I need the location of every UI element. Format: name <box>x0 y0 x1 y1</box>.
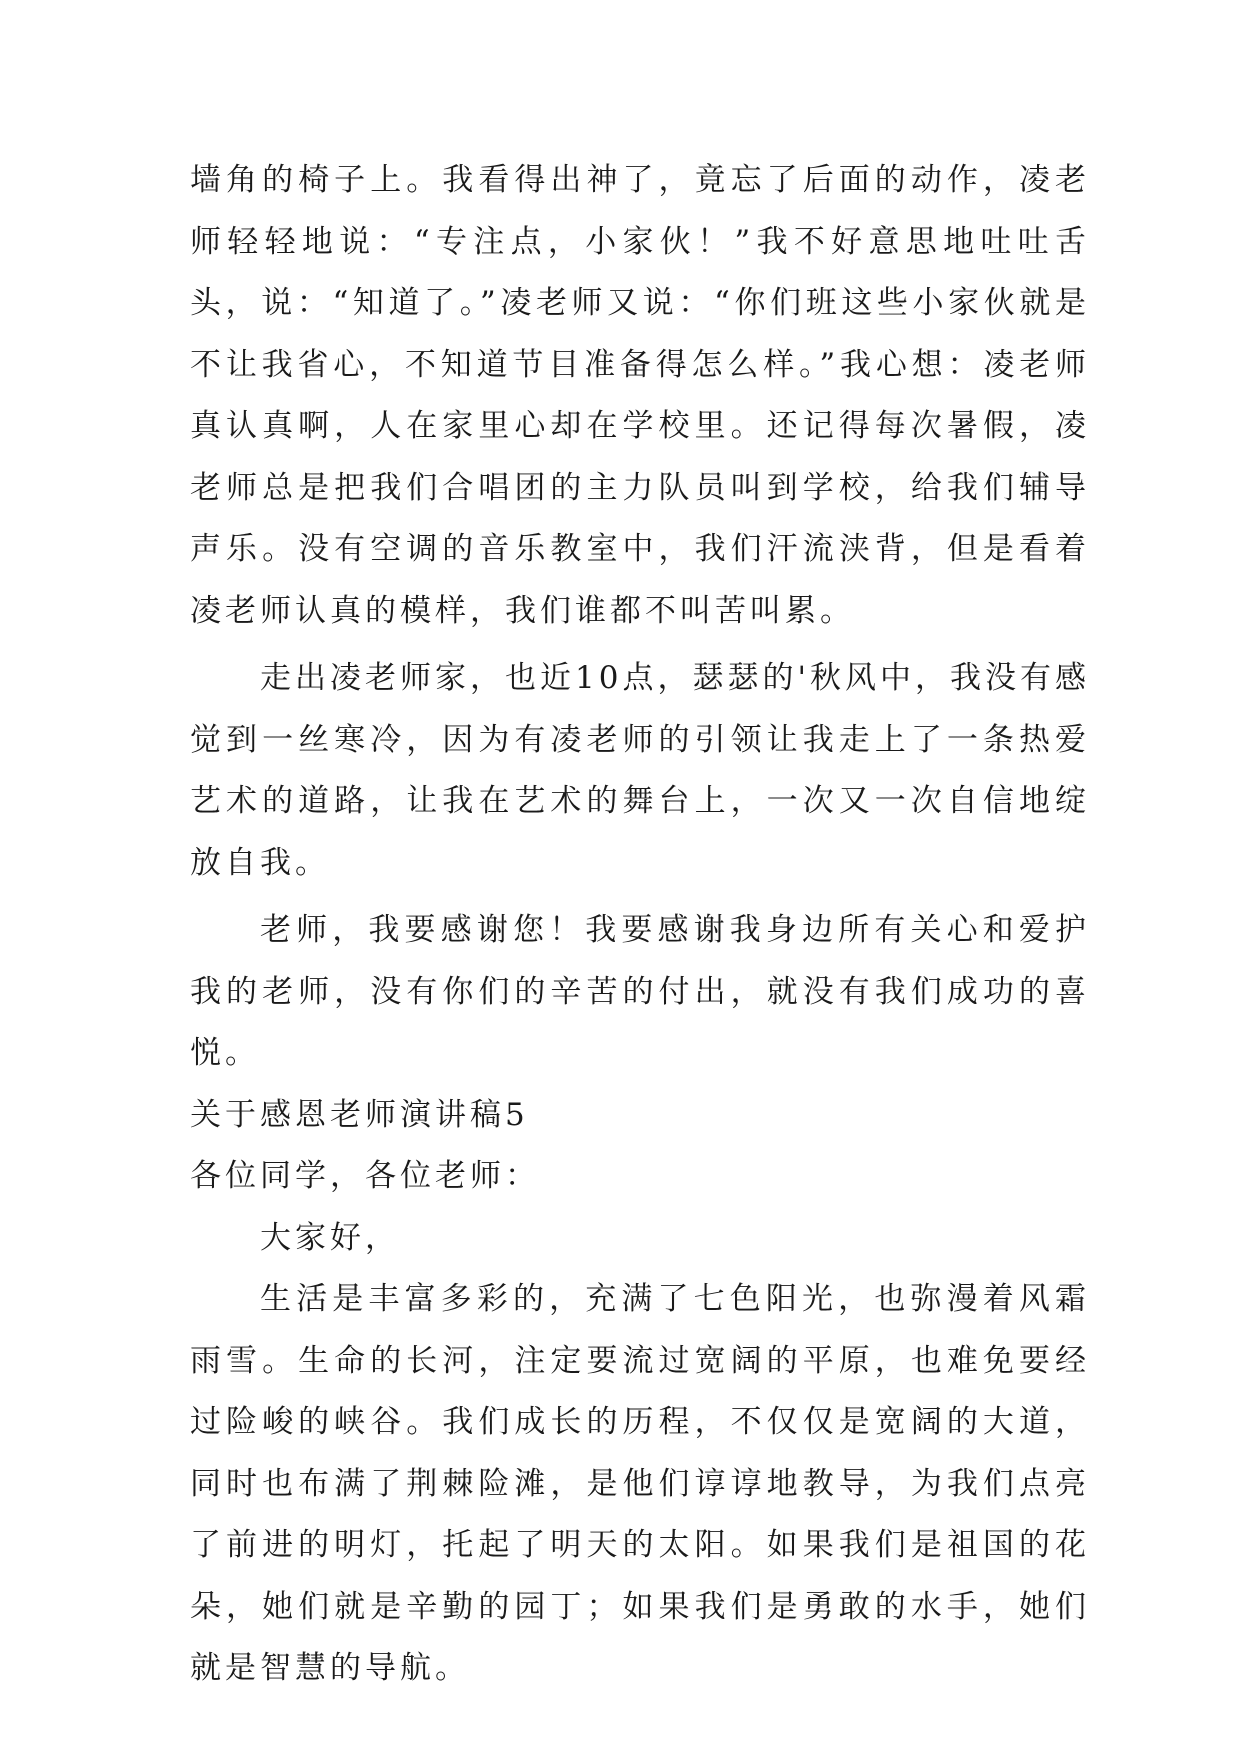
paragraph-continued: 墙角的椅子上。我看得出神了，竟忘了后面的动作，凌老师轻轻地说：“专注点，小家伙！”我不好意思地吐吐舌头，说：“知道了。”凌老师又说：“你们班这些小家伙就是不让我省心，不知道节目准备得怎么样。”我心想：凌老师真认真啊，人在家里心却在学校里。还记得每次暑假，凌老师总是把我们合唱团的主力队员叫到学校，给我们辅导声乐。没有空调的音乐教室中，我们汗流浃背，但是看着凌老师认真的模样，我们谁都不叫苦叫累。 <box>190 162 1090 629</box>
paragraph-leaving-teacher-home: 走出凌老师家，也近10点，瑟瑟的'秋风中，我没有感觉到一丝寒冷，因为有凌老师的引领让我走上了一条热爱艺术的道路，让我在艺术的舞台上，一次又一次自信地绽放自我。 <box>190 660 1090 881</box>
paragraph-life-metaphor: 生活是丰富多彩的，充满了七色阳光，也弥漫着风霜雨雪。生命的长河，注定要流过宽阔的平原，也难免要经过险峻的峡谷。我们成长的历程，不仅仅是宽阔的大道，同时也布满了荆棘险滩，是他们谆谆地教导，为我们点亮了前进的明灯，托起了明天的太阳。如果我们是祖国的花朵，她们就是辛勤的园丁；如果我们是勇敢的水手，她们就是智慧的导航。 <box>190 1281 1090 1686</box>
greeting: 大家好， <box>260 1219 400 1256</box>
salutation: 各位同学，各位老师： <box>190 1158 540 1194</box>
document-body <box>190 150 1090 1700</box>
paragraph-thanks-teacher: 老师，我要感谢您！我要感谢我身边所有关心和爱护我的老师，没有你们的辛苦的付出，就没有我们成功的喜悦。 <box>190 912 1090 1071</box>
section-title: 关于感恩老师演讲稿5 <box>190 1096 529 1133</box>
